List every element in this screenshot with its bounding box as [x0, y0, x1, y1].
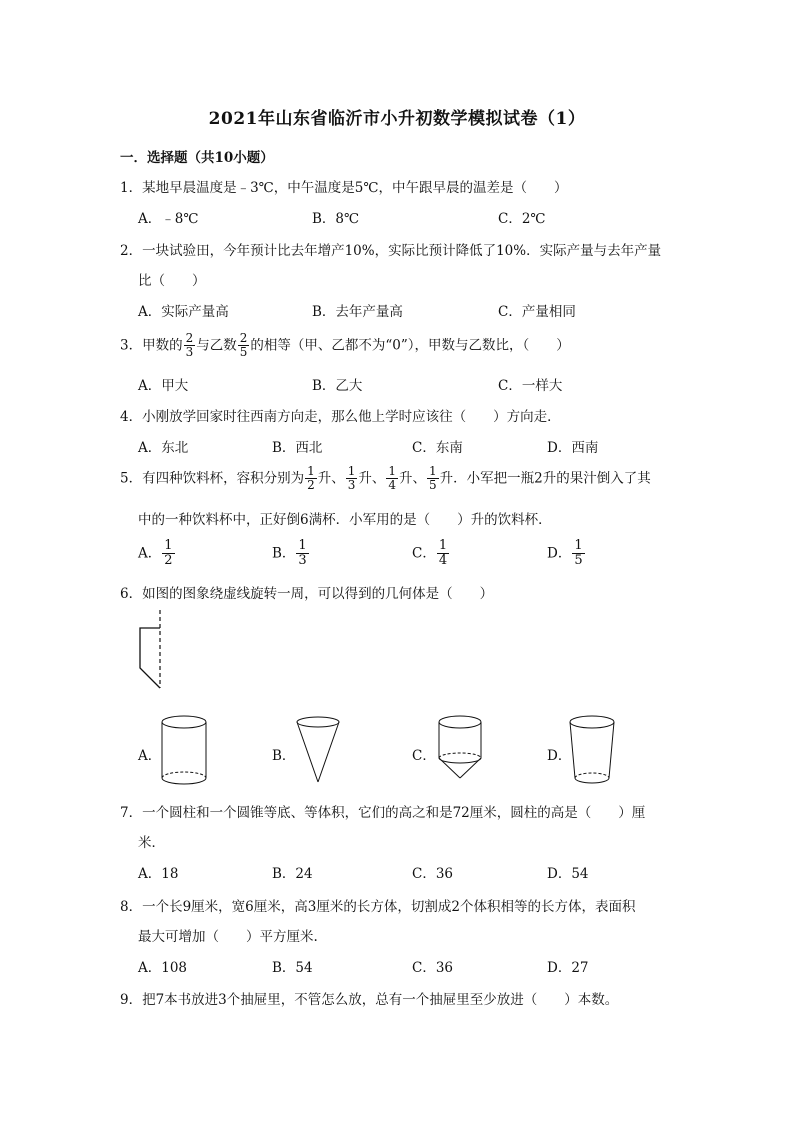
q4-option-c: C．东南 — [412, 440, 463, 456]
q5-fraction-2-numerator: 1 — [347, 464, 356, 478]
q7-option-c: C．36 — [412, 866, 454, 882]
question-2-line-2: 比（ ） — [138, 273, 206, 289]
q5-option-c-fraction — [437, 539, 449, 567]
q5-fraction-4-numerator: 1 — [429, 464, 437, 478]
q6-option-c-cylinder-with-cone — [436, 714, 486, 786]
question-5-line-2: 中的一种饮料杯中，正好倒6满杯．小军用的是（ ）升的饮料杯． — [138, 512, 552, 528]
q5-option-d — [547, 540, 586, 568]
q5-unit-3: 升 — [399, 470, 413, 487]
q8-option-a: A．108 — [138, 960, 188, 976]
question-2-line-1: 2．一块试验田，今年预计比去年增产10%，实际比预计降低了10%．实际产量与去年产量 — [120, 243, 662, 259]
q3-option-a: A．甲大 — [138, 378, 189, 394]
q5-option-b-numerator: 1 — [298, 538, 307, 553]
section-heading: 一．选择题（共10小题） — [120, 150, 274, 166]
q1-option-c: C．2℃ — [498, 211, 546, 227]
q5-fraction-3 — [386, 465, 398, 491]
q4-option-b: B．西北 — [272, 440, 323, 456]
question-7-line-1: 7．一个圆柱和一个圆锥等底、等体积，它们的高之和是72厘米，圆柱的高是（ ）厘 — [120, 805, 646, 821]
q7-option-d: D．54 — [547, 866, 589, 882]
q3-fraction-1-denominator: 3 — [185, 344, 194, 359]
q2-option-b: B．去年产量高 — [312, 304, 403, 320]
q4-option-a: A．东北 — [138, 440, 189, 456]
q5-sep-2: 、 — [371, 470, 386, 487]
q8-option-c: C．36 — [412, 960, 454, 976]
q5-option-a-letter: A． — [138, 545, 162, 562]
q5-option-d-denominator: 5 — [574, 552, 583, 568]
q5-option-c-numerator: 1 — [438, 538, 448, 553]
q3-fraction-1 — [184, 332, 196, 358]
page-title: 2021年山东省临沂市小升初数学模拟试卷（1） — [208, 109, 586, 129]
q7-option-b: B．24 — [272, 866, 313, 882]
q5-fraction-3-denominator: 4 — [388, 477, 397, 492]
q6-option-a-cylinder — [160, 714, 210, 786]
q5-fraction-2 — [346, 465, 358, 491]
question-8-line-1: 8．一个长9厘米，宽6厘米，高3厘米的长方体，切割成2个体积相等的长方体，表面积 — [120, 899, 636, 915]
q8-option-b: B．54 — [272, 960, 313, 976]
q8-option-d: D．27 — [547, 960, 589, 976]
q5-fraction-1-denominator: 2 — [307, 477, 315, 492]
q5-option-a — [138, 540, 176, 568]
q5-option-d-fraction — [572, 539, 584, 567]
q5-unit-4: 升 — [439, 470, 454, 487]
q7-option-a: A．18 — [138, 866, 179, 882]
q1-option-b: B．8℃ — [312, 211, 360, 227]
q5-fraction-4 — [427, 465, 439, 491]
question-1: 1．某地早晨温度是﹣3℃，中午温度是5℃，中午跟早晨的温差是（ ） — [120, 180, 568, 196]
q3-mid: 与乙数 — [196, 337, 237, 354]
q4-option-d: D．西南 — [547, 440, 599, 456]
q5-unit-2: 升 — [358, 470, 372, 487]
q5-fraction-4-denominator: 5 — [429, 477, 437, 492]
q5-option-c-letter: C． — [412, 545, 436, 562]
q3-prefix: 3．甲数的 — [120, 337, 183, 354]
q6-option-a-label: A． — [138, 748, 162, 764]
question-6: 6．如图的图象绕虚线旋转一周，可以得到的几何体是（ ） — [120, 586, 494, 602]
question-5-line-1 — [120, 466, 651, 492]
q3-option-c: C．一样大 — [498, 378, 563, 394]
q5-fraction-1-numerator: 1 — [307, 464, 315, 478]
q2-option-c: C．产量相同 — [498, 304, 576, 320]
q6-option-d-frustum — [568, 714, 618, 786]
q5-fraction-1 — [305, 465, 317, 491]
q5-unit-1: 升 — [317, 470, 332, 487]
q5-option-d-numerator: 1 — [574, 538, 583, 553]
q6-option-b-label: B． — [272, 748, 296, 764]
question-7-line-2: 米． — [138, 835, 165, 851]
q3-fraction-1-numerator: 2 — [185, 331, 194, 345]
q3-fraction-2 — [238, 332, 250, 358]
q5-fraction-2-denominator: 3 — [347, 477, 356, 492]
q5-option-c — [412, 540, 450, 568]
question-3 — [120, 333, 570, 359]
q2-option-a: A．实际产量高 — [138, 304, 229, 320]
q5-sep-1: 、 — [331, 470, 345, 487]
q3-fraction-2-numerator: 2 — [239, 331, 248, 345]
q5-suffix: ．小军把一瓶2升的果汁倒入了其 — [453, 470, 651, 487]
q5-option-b-letter: B． — [272, 545, 296, 562]
q6-option-c-label: C． — [412, 748, 436, 764]
q5-option-b-fraction — [296, 539, 308, 567]
q6-option-d-label: D． — [547, 748, 572, 764]
q5-option-d-letter: D． — [547, 545, 572, 562]
q5-option-a-fraction — [162, 539, 174, 567]
question-9: 9．把7本书放进3个抽屉里，不管怎么放，总有一个抽屉里至少放进（ ）本数。 — [120, 992, 619, 1008]
q5-option-b — [272, 540, 310, 568]
q6-option-b-cone — [294, 714, 344, 786]
q6-source-figure — [130, 608, 170, 690]
q5-option-a-denominator: 2 — [164, 552, 173, 568]
question-8-line-2: 最大可增加（ ）平方厘米. — [138, 929, 318, 945]
q5-sep-3: 、 — [412, 470, 427, 487]
q5-option-a-numerator: 1 — [164, 538, 173, 553]
q5-fraction-3-numerator: 1 — [388, 464, 397, 478]
q5-option-b-denominator: 3 — [298, 552, 307, 568]
q1-option-a: A．﹣8℃ — [138, 211, 199, 227]
q3-option-b: B．乙大 — [312, 378, 363, 394]
q5-prefix: 5．有四种饮料杯，容积分别为 — [120, 470, 305, 487]
q3-fraction-2-denominator: 5 — [239, 344, 248, 359]
q6-profile-shape — [140, 628, 160, 688]
question-4: 4．小刚放学回家时往西南方向走，那么他上学时应该往（ ）方向走． — [120, 409, 561, 425]
q5-option-c-denominator: 4 — [438, 552, 448, 568]
q3-suffix: 的相等（甲、乙都不为“0”），甲数与乙数比，（ ） — [250, 337, 570, 354]
